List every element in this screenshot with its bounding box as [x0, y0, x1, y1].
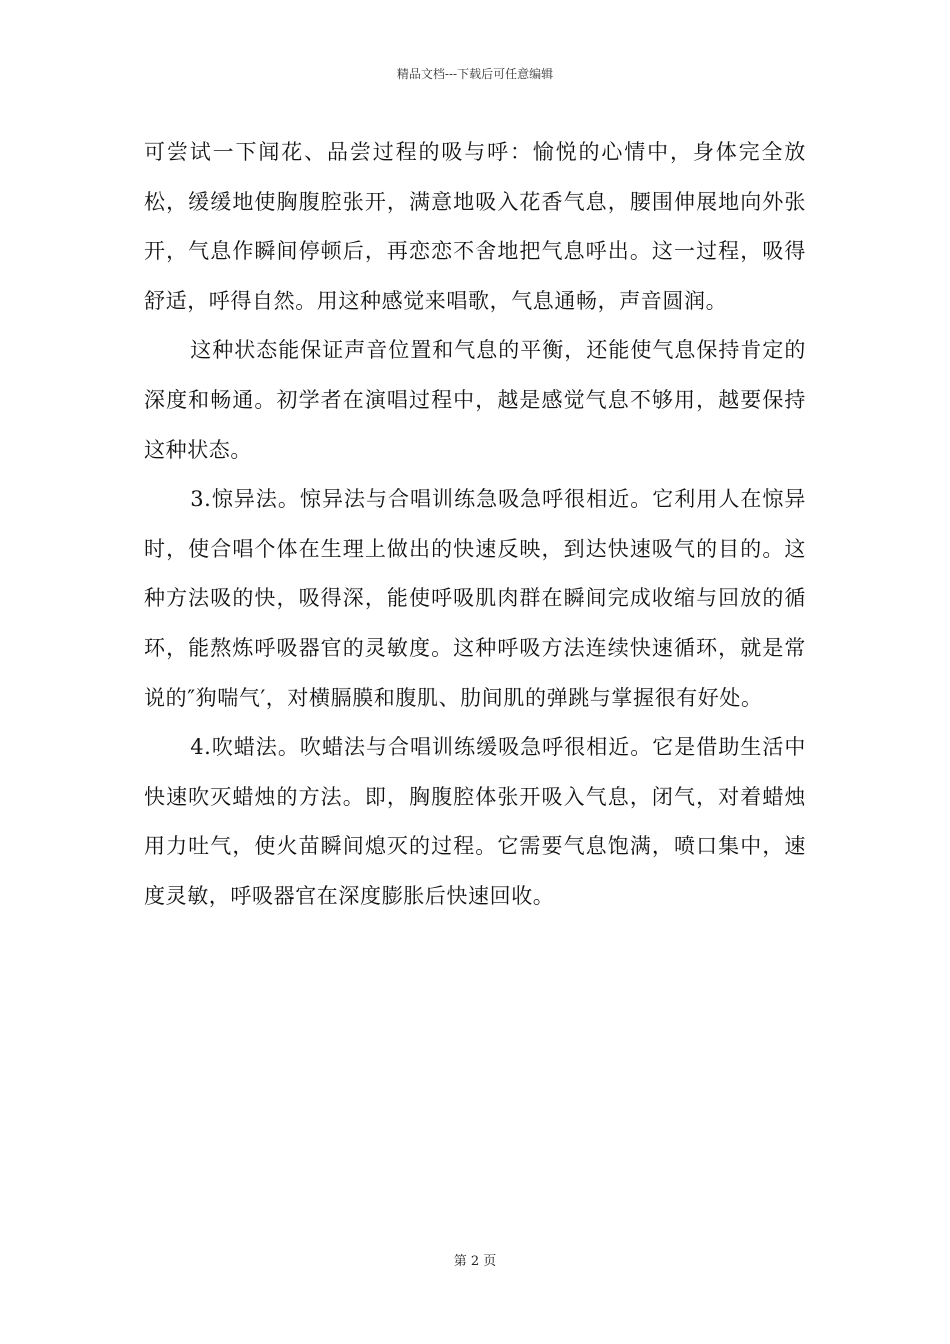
paragraph-method-3-surprise: 3.惊异法。惊异法与合唱训练急吸急呼很相近。它利用人在惊异时，使合唱个体在生理上做出的快速反映，到达快速吸气的目的。这种方法吸的快，吸得深，能使呼吸肌肉群在瞬间完成收缩与回放的循环，能熬炼呼吸器官的灵敏度。这种呼吸方法连续快速循环，就是常说的″狗喘气′，对横膈膜和腹肌、肋间肌的弹跳与掌握很有好处。 — [144, 487, 806, 710]
document-body — [144, 128, 806, 922]
page-header: 精品文档---下载后可任意编辑 — [396, 67, 554, 81]
paragraph-method-4-candle: 4.吹蜡法。吹蜡法与合唱训练缓吸急呼很相近。它是借助生活中快速吹灭蜡烛的方法。即，胸腹腔体张开吸入气息，闭气，对着蜡烛用力吐气，使火苗瞬间熄灭的过程。它需要气息饱满，喷口集中，速度灵敏，呼吸器官在深度膨胀后快速回收。 — [144, 735, 806, 908]
page-number: 第 2 页 — [453, 1254, 497, 1269]
paragraph-state-balance: 这种状态能保证声音位置和气息的平衡，还能使气息保持肯定的深度和畅通。初学者在演唱过程中，越是感觉气息不够用，越要保持这种状态。 — [144, 338, 806, 462]
paragraph-continuation: 可尝试一下闻花、品尝过程的吸与呼：愉悦的心情中，身体完全放松，缓缓地使胸腹腔张开，满意地吸入花香气息，腰围伸展地向外张开，气息作瞬间停顿后，再恋恋不舍地把气息呼出。这一过程，吸得舒适，呼得自然。用这种感觉来唱歌，气息通畅，声音圆润。 — [144, 140, 806, 313]
